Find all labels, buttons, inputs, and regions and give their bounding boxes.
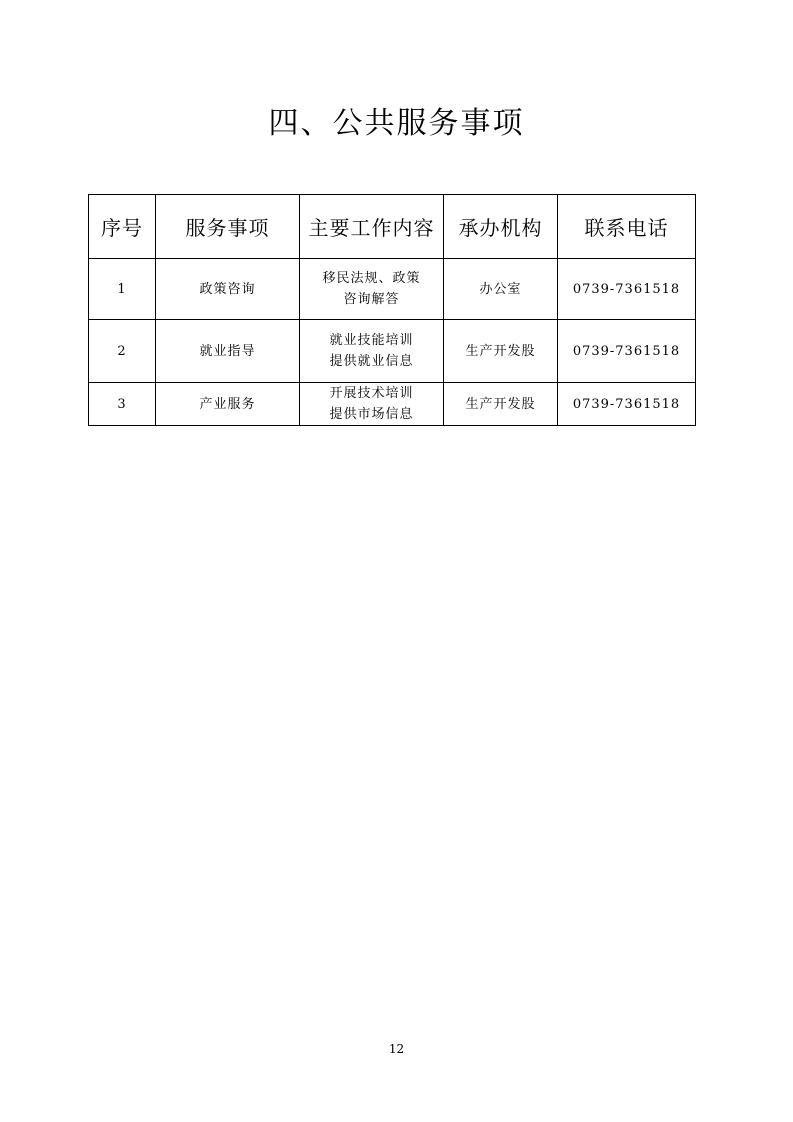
content-line: 开展技术培训 [329,386,414,401]
page-number: 12 [388,1042,405,1056]
content-line: 移民法规、政策 [322,271,421,286]
page-title: 四、公共服务事项 [268,106,525,141]
row-service: 产业服务 [156,383,300,426]
row-agency: 生产开发股 [444,320,558,383]
service-items-table [88,194,696,426]
header-phone: 联系电话 [558,195,696,259]
header-number: 序号 [89,195,156,259]
header-service: 服务事项 [156,195,300,259]
row-content [300,383,444,426]
table-header-row [89,195,696,259]
row-number: 3 [89,383,156,426]
row-number: 1 [89,259,156,320]
content-line: 提供就业信息 [329,354,414,369]
content-line: 咨询解答 [343,292,400,307]
row-service: 政策咨询 [156,259,300,320]
row-content [300,320,444,383]
row-phone: 0739-7361518 [558,259,696,320]
table-row [89,383,696,426]
content-line: 提供市场信息 [329,407,414,422]
row-phone: 0739-7361518 [558,383,696,426]
row-agency: 生产开发股 [444,383,558,426]
row-number: 2 [89,320,156,383]
row-phone: 0739-7361518 [558,320,696,383]
table-row [89,259,696,320]
row-service: 就业指导 [156,320,300,383]
row-agency: 办公室 [444,259,558,320]
row-content [300,259,444,320]
header-agency: 承办机构 [444,195,558,259]
table-row [89,320,696,383]
header-content: 主要工作内容 [300,195,444,259]
content-line: 就业技能培训 [329,333,414,348]
